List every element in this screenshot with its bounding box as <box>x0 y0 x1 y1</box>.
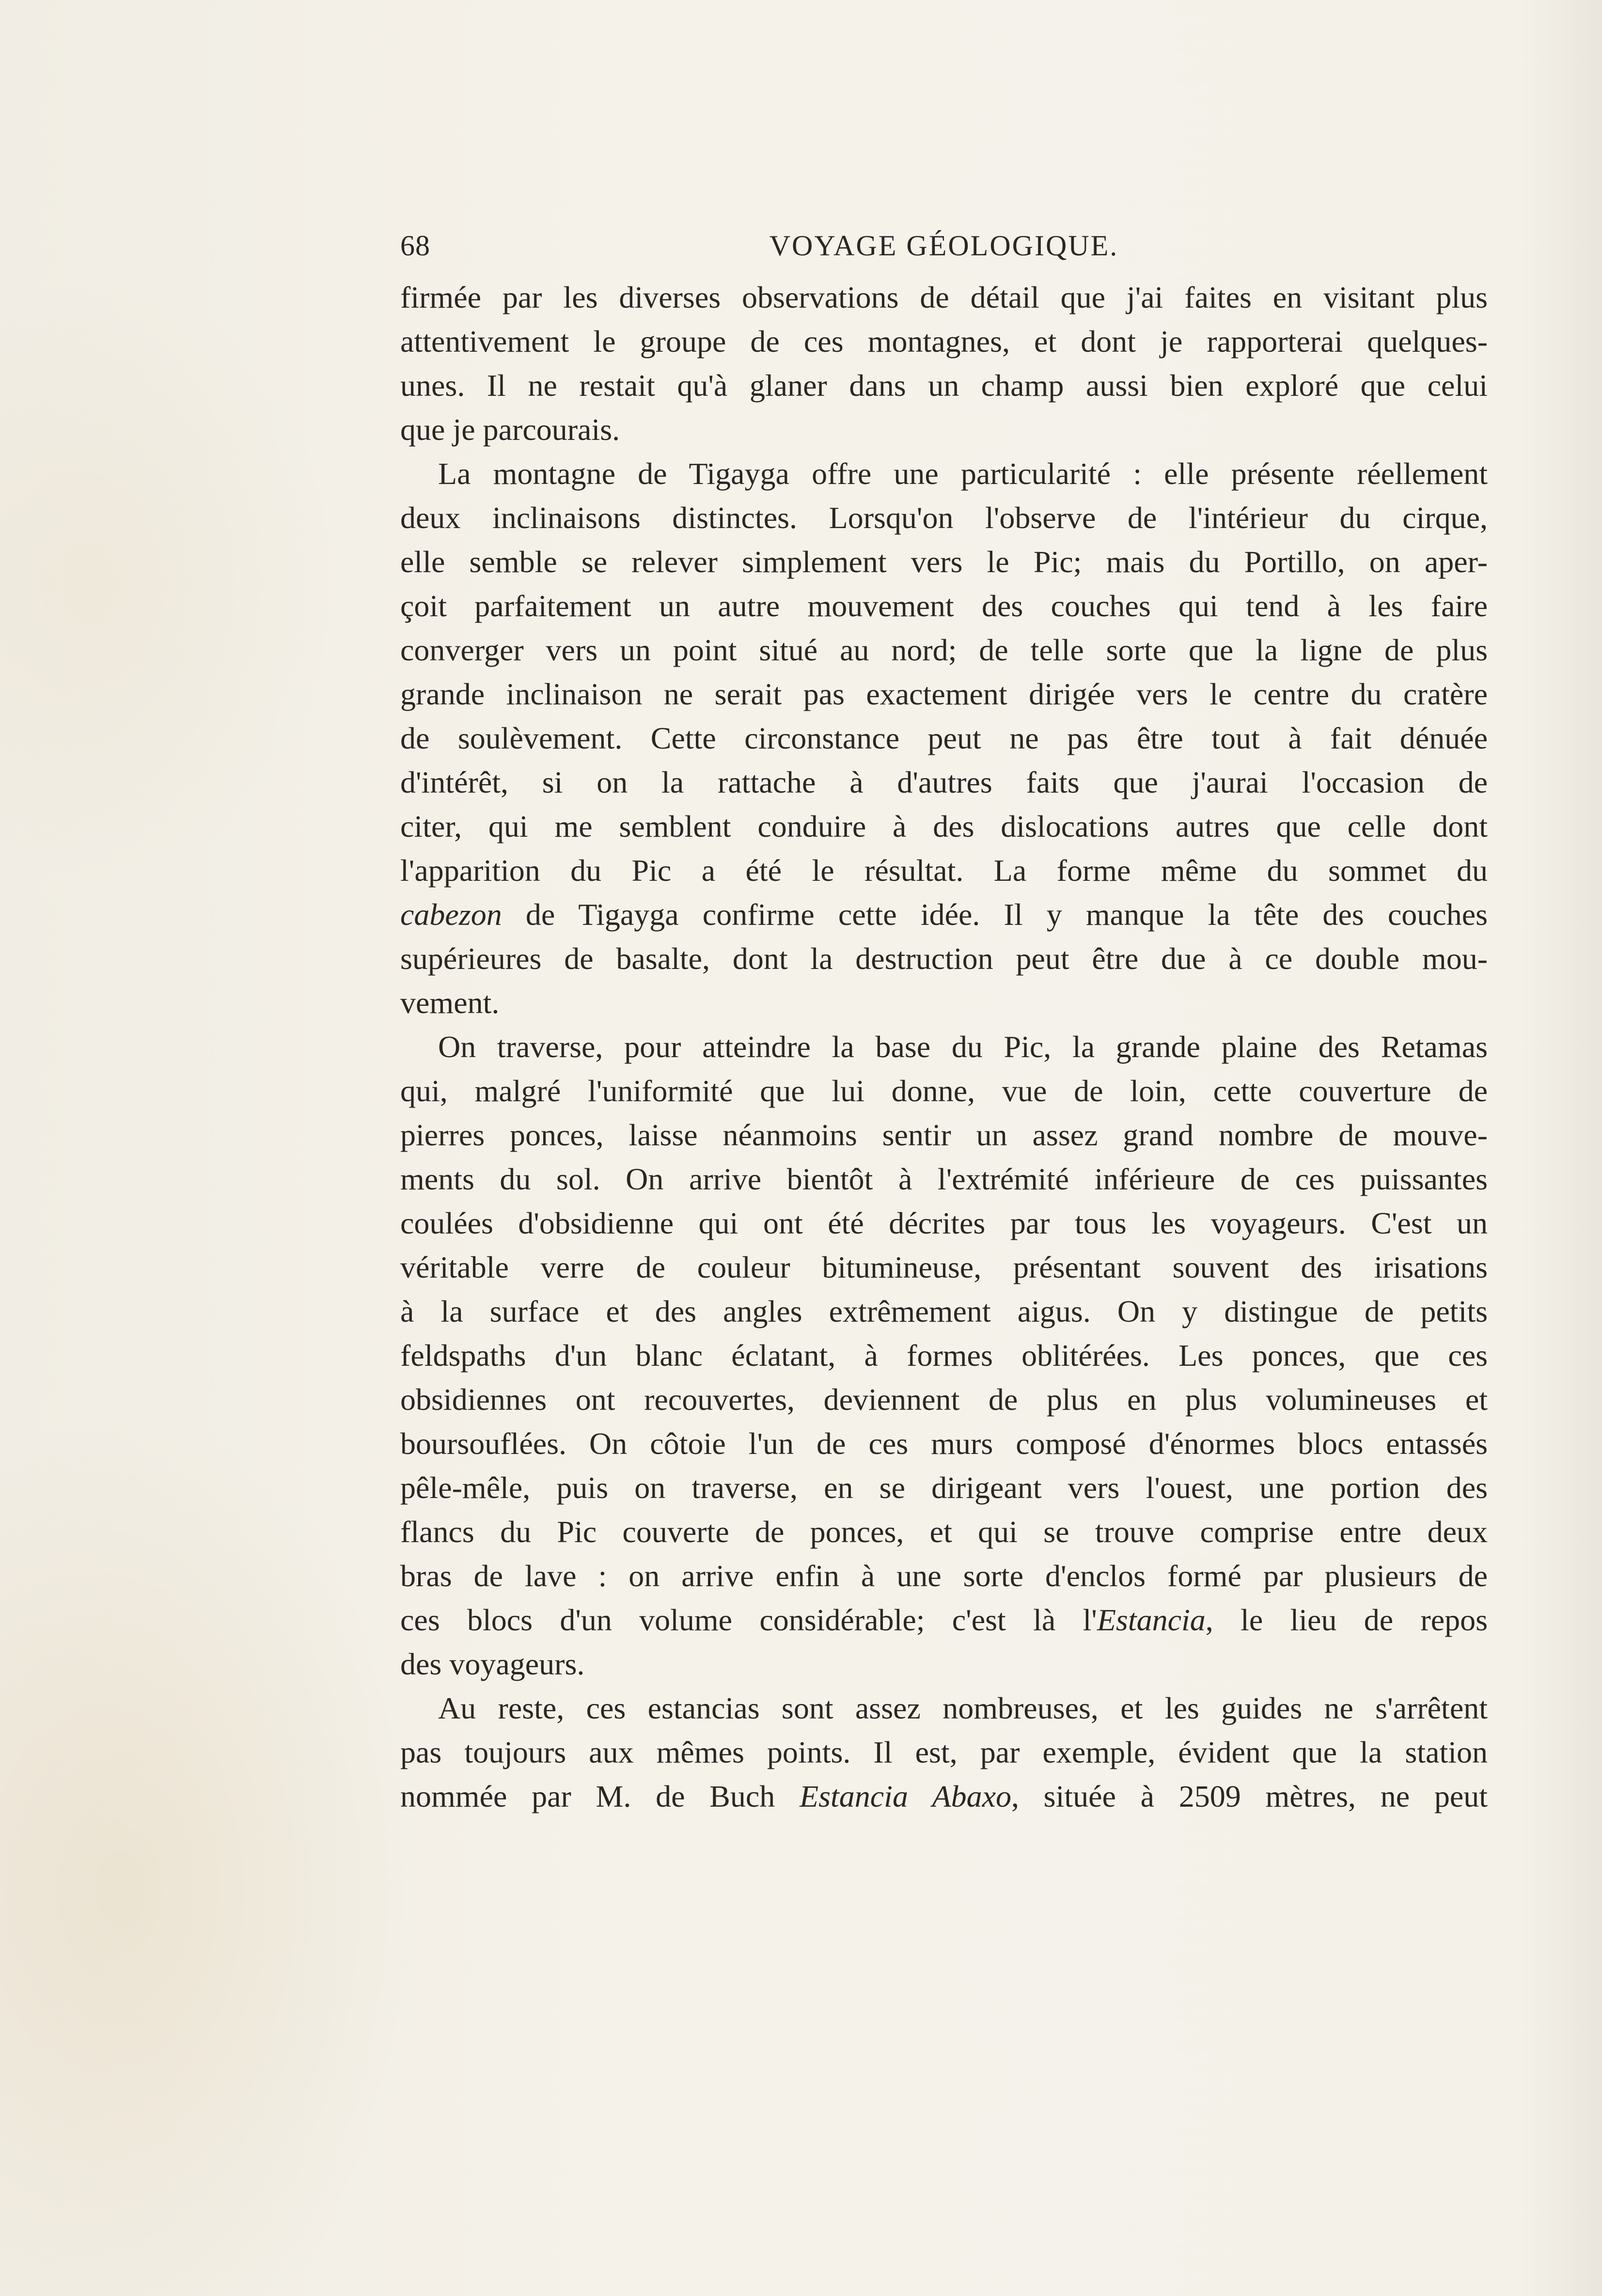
text-line: elle semble se relever simplement vers le Pic; mais du Portillo, on aper- <box>400 545 1488 579</box>
text-line <box>400 1774 1488 1818</box>
text-line: obsidiennes ont recouvertes, deviennent de plus en plus volumineuses et <box>400 1382 1488 1417</box>
text-line: supérieures de basalte, dont la destruction peut être due à ce double mou- <box>400 941 1488 976</box>
text-run: nommée par M. de Buch <box>400 1779 800 1813</box>
text-line: de soulèvement. Cette circonstance peut ne pas être tout à fait dénuée <box>400 721 1488 755</box>
text-line: firmée par les diverses observations de détail que j'ai faites en visitant plus <box>400 280 1488 314</box>
text-line: pas toujours aux mêmes points. Il est, par exemple, évident que la station <box>400 1735 1488 1769</box>
text-line <box>400 1598 1488 1642</box>
text-line: attentivement le groupe de ces montagnes, et dont je rapporterai quelques- <box>400 324 1488 359</box>
italic-term: Estancia Abaxo <box>799 1779 1011 1813</box>
text-line: que je parcourais. <box>400 412 620 447</box>
text-line: boursouflées. On côtoie l'un de ces murs composé d'énormes blocs entassés <box>400 1426 1488 1461</box>
italic-term: Estancia <box>1097 1603 1206 1637</box>
page-number: 68 <box>400 230 430 262</box>
text-line: deux inclinaisons distinctes. Lorsqu'on l'observe de l'intérieur du cirque, <box>400 500 1488 535</box>
text-line: d'intérêt, si on la rattache à d'autres faits que j'aurai l'occasion de <box>400 765 1488 799</box>
text-run: ces blocs d'un volume considérable; c'est là l' <box>400 1603 1097 1637</box>
text-line: des voyageurs. <box>400 1647 585 1681</box>
text-line: On traverse, pour atteindre la base du Pic, la grande plaine des Retamas <box>438 1030 1488 1064</box>
page-header <box>400 224 1488 267</box>
text-run: , le lieu de repos <box>1205 1603 1488 1637</box>
text-line: pêle-mêle, puis on traverse, en se dirigeant vers l'ouest, une portion des <box>400 1470 1488 1505</box>
text-line: ments du sol. On arrive bientôt à l'extrémité inférieure de ces puissantes <box>400 1162 1488 1196</box>
text-run: de Tigayga confirme cette idée. Il y manque la tête des couches <box>502 897 1488 932</box>
text-line: bras de lave : on arrive enfin à une sorte d'enclos formé par plusieurs de <box>400 1559 1488 1593</box>
body-text <box>400 275 1488 1818</box>
text-line: coulées d'obsidienne qui ont été décrites par tous les voyageurs. C'est un <box>400 1206 1488 1240</box>
italic-term: cabezon <box>400 897 502 932</box>
text-line: Au reste, ces estancias sont assez nombreuses, et les guides ne s'arrêtent <box>438 1691 1488 1725</box>
text-line: à la surface et des angles extrêmement aigus. On y distingue de petits <box>400 1294 1488 1328</box>
text-line: citer, qui me semblent conduire à des dislocations autres que celle dont <box>400 809 1488 843</box>
text-line <box>400 892 1488 937</box>
text-line: grande inclinaison ne serait pas exactement dirigée vers le centre du cratère <box>400 677 1488 711</box>
text-line: converger vers un point situé au nord; de telle sorte que la ligne de plus <box>400 633 1488 667</box>
text-line: véritable verre de couleur bitumineuse, présentant souvent des irisations <box>400 1250 1488 1284</box>
text-line: pierres ponces, laisse néanmoins sentir un assez grand nombre de mouve- <box>400 1118 1488 1152</box>
text-line: flancs du Pic couverte de ponces, et qui se trouve comprise entre deux <box>400 1515 1488 1549</box>
text-line: feldspaths d'un blanc éclatant, à formes oblitérées. Les ponces, que ces <box>400 1338 1488 1373</box>
text-line: unes. Il ne restait qu'à glaner dans un champ aussi bien exploré que celui <box>400 368 1488 403</box>
running-title: VOYAGE GÉOLOGIQUE. <box>769 230 1119 262</box>
text-line: l'apparition du Pic a été le résultat. La forme même du sommet du <box>400 853 1488 888</box>
text-run: , située à 2509 mètres, ne peut <box>1011 1779 1488 1813</box>
text-line: La montagne de Tigayga offre une particularité : elle présente réellement <box>438 456 1488 491</box>
text-line: vement. <box>400 985 500 1020</box>
text-line: çoit parfaitement un autre mouvement des couches qui tend à les faire <box>400 589 1488 623</box>
text-line: qui, malgré l'uniformité que lui donne, vue de loin, cette couverture de <box>400 1074 1488 1108</box>
